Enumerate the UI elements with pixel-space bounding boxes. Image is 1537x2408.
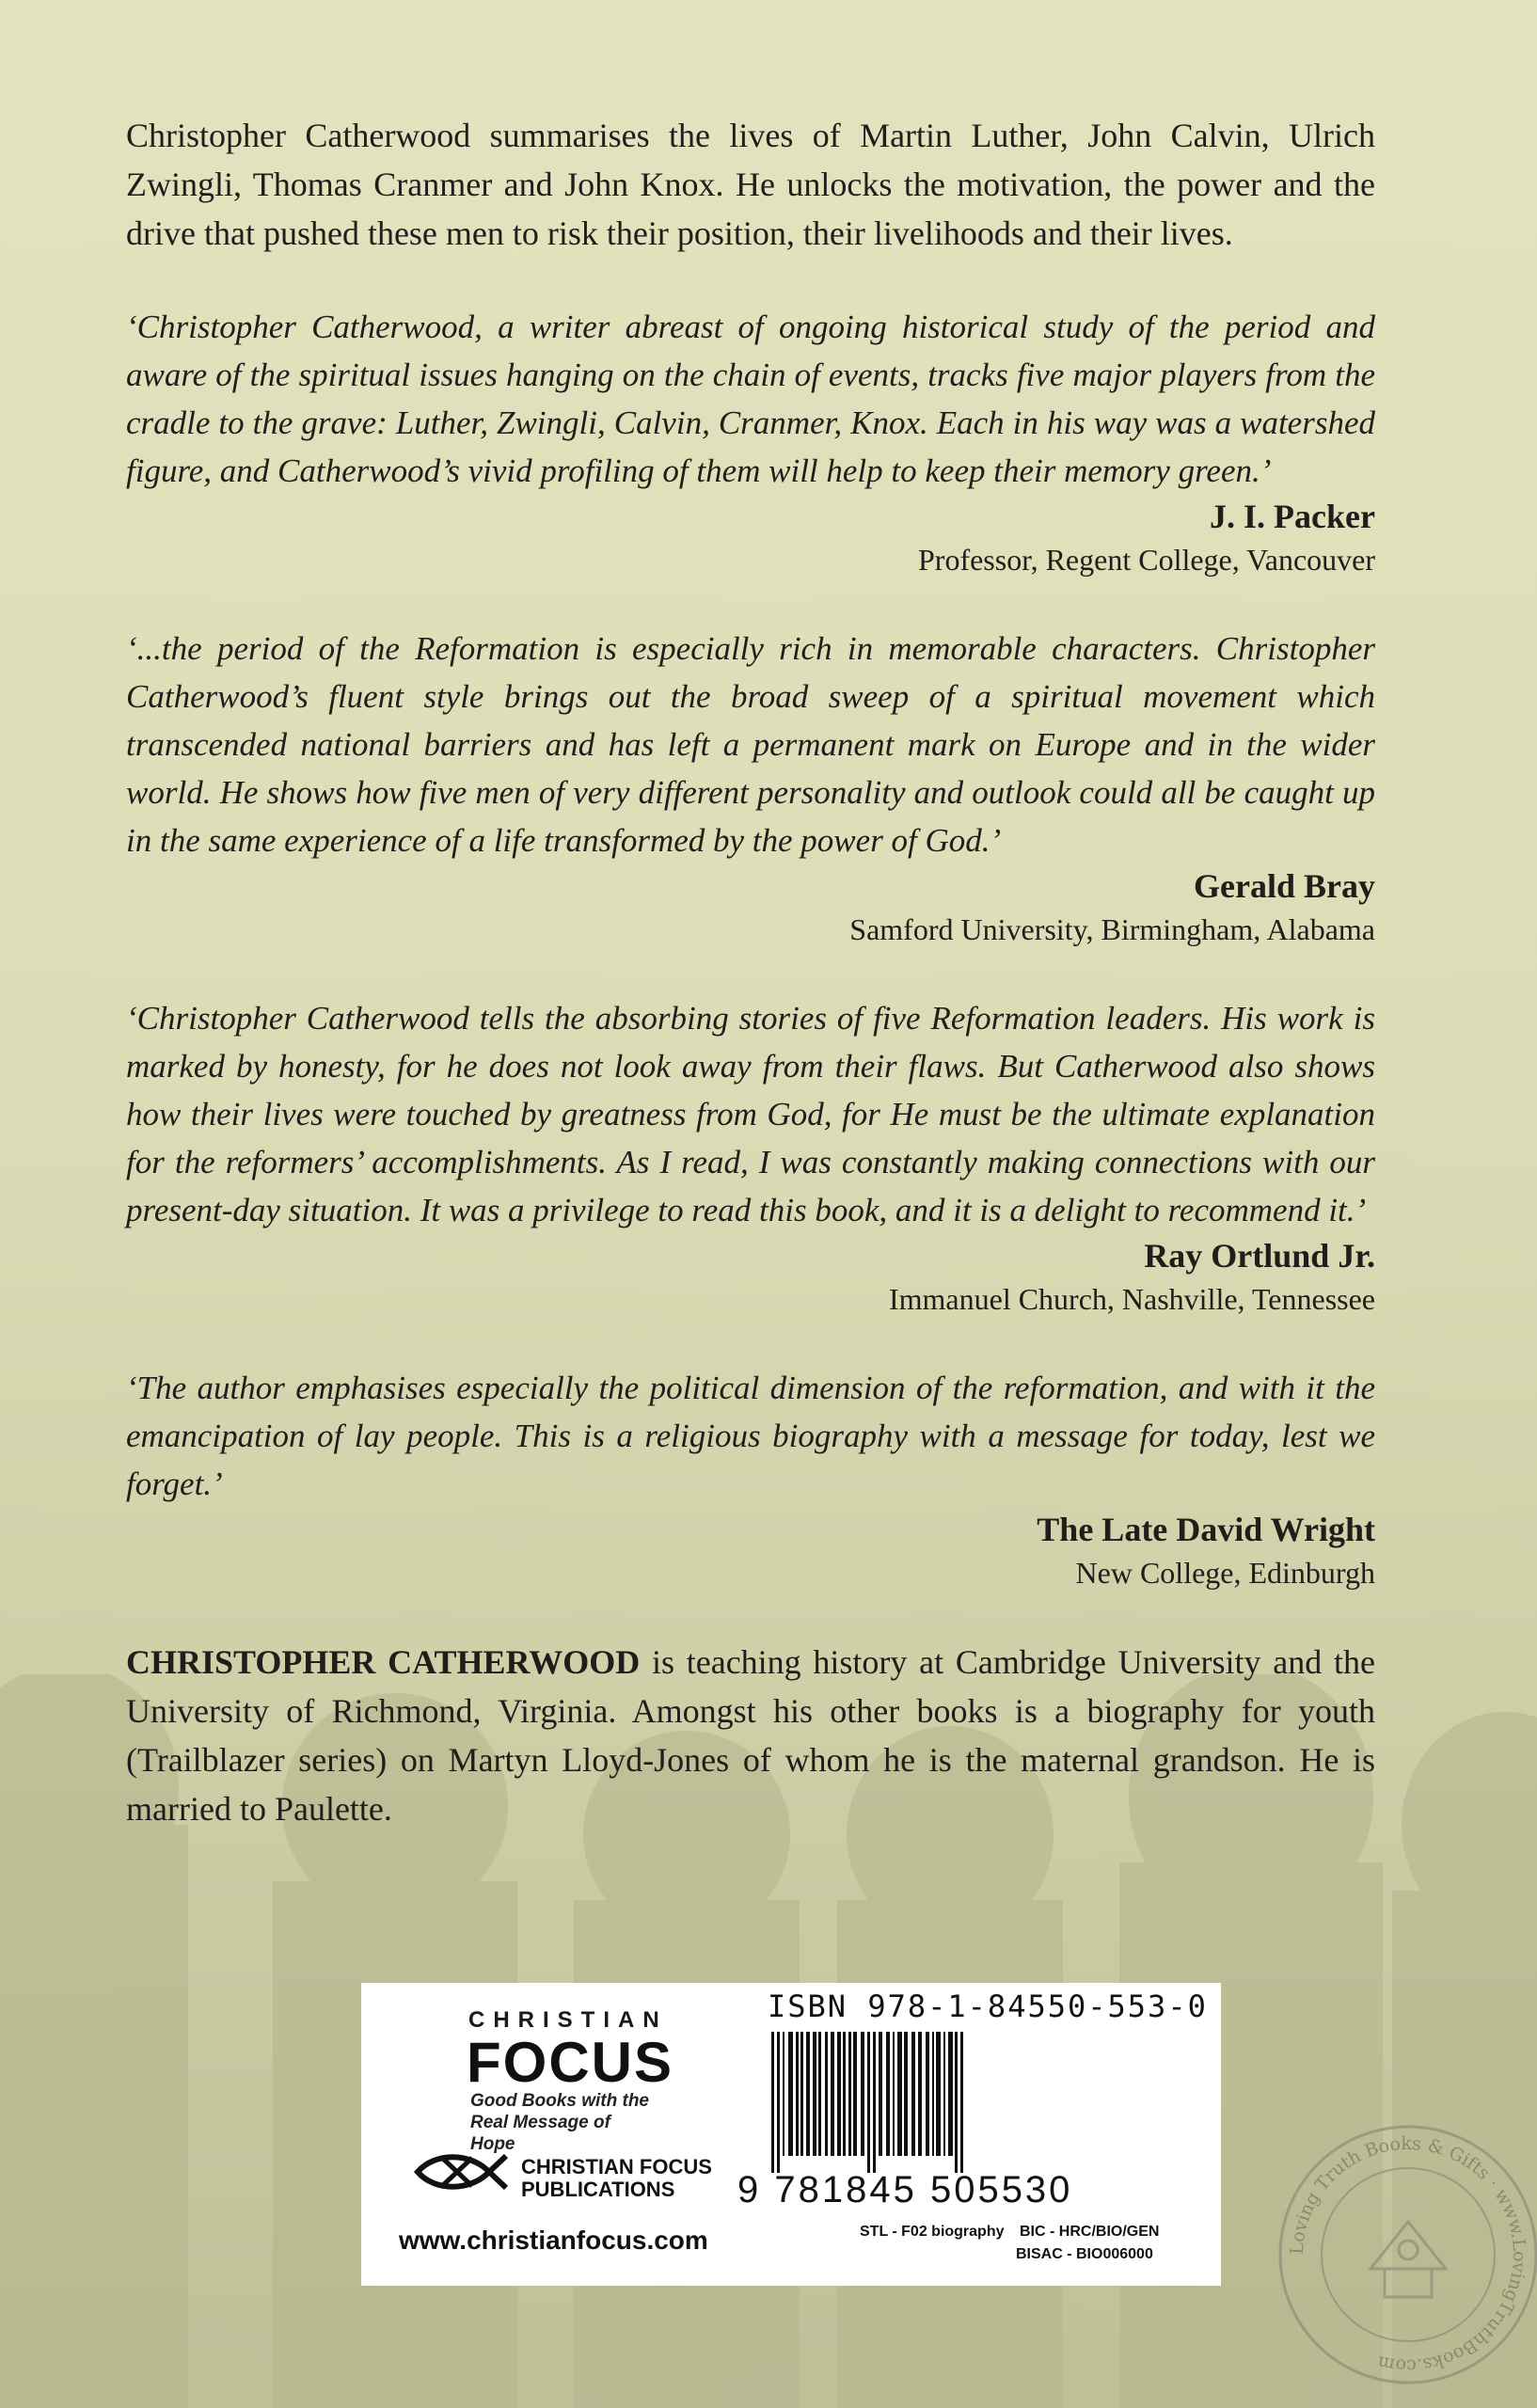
barcode-digits: 9 781845 505530	[737, 2169, 1073, 2210]
barcode-bar	[911, 2032, 915, 2156]
barcode-bar	[861, 2032, 864, 2156]
barcode-bar	[800, 2032, 803, 2156]
endorser-name: The Late David Wright	[1037, 1511, 1375, 1548]
endorser-name: Gerald Bray	[1194, 867, 1375, 905]
barcode-bar	[818, 2032, 821, 2156]
barcode-bar	[806, 2032, 810, 2156]
barcode-guard-bar	[960, 2032, 963, 2173]
intro-paragraph: Christopher Catherwood summarises the lives of Martin Luther, John Calvin, Ulrich Zwingli, Thomas Cranmer and John Knox. He unlocks the motivation, the power and the drive that pushed these men to risk their position, their livelihoods and their lives.	[126, 117, 1375, 252]
publisher-name-line1: CHRISTIAN FOCUS	[521, 2155, 712, 2178]
barcode-bar	[848, 2032, 851, 2156]
barcode-guard-bar	[873, 2032, 876, 2173]
barcode-bar	[918, 2032, 922, 2156]
barcode-bar	[796, 2032, 799, 2156]
barcode-bar	[948, 2032, 953, 2156]
barcode-bar	[943, 2032, 945, 2156]
barcode-bar	[843, 2032, 846, 2156]
barcode-bar	[813, 2032, 816, 2156]
endorser-role: New College, Edinburgh	[1075, 1556, 1375, 1590]
barcode-bar	[886, 2032, 890, 2156]
endorsement-quote: ‘The author emphasises especially the political dimension of the reformation, and with it the emancipation of lay people. This is a religious biography with a message for today, lest we forget.’	[126, 1370, 1375, 1502]
bic-code: BIC - HRC/BIO/GEN	[1020, 2224, 1160, 2240]
barcode-bar	[825, 2032, 828, 2156]
barcode-bar	[932, 2032, 934, 2156]
publisher-name-line2: PUBLICATIONS	[521, 2178, 675, 2201]
barcode-bar	[904, 2032, 908, 2156]
barcode-bar	[879, 2032, 882, 2156]
barcode-bar	[853, 2032, 857, 2156]
endorsement-packer	[126, 303, 1375, 581]
publisher-tagline: Good Books with the Real Message of Hope	[470, 2091, 649, 2154]
barcode-bar	[831, 2032, 834, 2156]
publisher-name	[521, 2156, 712, 2201]
endorsement-wright	[126, 1364, 1375, 1594]
author-name: CHRISTOPHER CATHERWOOD	[126, 1643, 641, 1681]
endorsement-quote: ‘Christopher Catherwood tells the absorbing stories of five Reformation leaders. His work is marked by honesty, for he does not look away from their flaws. But Catherwood also shows how their lives were touched by greatness from God, for He must be the ultimate explanation for the reformers’ accomplishments. As I read, I was constantly making connections with our present-day situation. It was a privilege to read this book, and it is a delight to recommend it.’	[126, 1000, 1375, 1228]
endorsement-ortlund	[126, 994, 1375, 1321]
bookstore-stamp	[1272, 2118, 1537, 2391]
barcode-bar	[926, 2032, 929, 2156]
fish-icon	[414, 2150, 508, 2194]
barcode-guard-bar	[771, 2032, 774, 2173]
barcode-bar	[897, 2032, 902, 2156]
publisher-barcode-label	[361, 1983, 1221, 2286]
barcode-guard-bar	[777, 2032, 780, 2173]
svg-text:Loving Truth Books & Gifts · w: Loving Truth Books & Gifts · www.LovingTruthBooks.com	[1286, 2132, 1530, 2377]
publisher-logo-christian: CHRISTIAN	[468, 2007, 668, 2033]
barcode-bar	[783, 2032, 784, 2156]
barcode-bar	[788, 2032, 793, 2156]
endorser-name: J. I. Packer	[1210, 498, 1375, 535]
author-bio-text: is teaching history at Cambridge University and the University of Richmond, Virginia. Amongst his other books is a biography for youth (Trailblazer series) on Martyn Lloyd-Jones of whom he is the maternal grandson. He is married to Paulette.	[126, 1643, 1375, 1828]
endorsement-bray	[126, 625, 1375, 951]
barcode-bar	[936, 2032, 941, 2156]
category-code: STL - F02 biography	[860, 2224, 1005, 2240]
endorsement-quote: ‘...the period of the Reformation is especially rich in memorable characters. Christopher Catherwood’s fluent style brings out the broad sweep of a spiritual movement which transcended national barriers and has left a permanent mark on Europe and in the wider world. He shows how five men of very different personality and outlook could all be caught up in the same experience of a life transformed by the power of God.’	[126, 630, 1375, 859]
barcode-guard-bar	[955, 2032, 958, 2173]
author-bio	[126, 1638, 1375, 1833]
publisher-logo-focus: FOCUS	[467, 2031, 673, 2094]
barcode-bar	[893, 2032, 895, 2156]
endorser-name: Ray Ortlund Jr.	[1144, 1237, 1375, 1275]
endorser-role: Samford University, Birmingham, Alabama	[849, 912, 1375, 946]
endorser-role: Immanuel Church, Nashville, Tennessee	[888, 1282, 1375, 1316]
barcode-bar	[837, 2032, 841, 2156]
endorser-role: Professor, Regent College, Vancouver	[917, 543, 1375, 577]
publisher-url: www.christianfocus.com	[399, 2226, 708, 2255]
barcode-guard-bar	[867, 2032, 870, 2173]
isbn-text: ISBN 978-1-84550-553-0	[768, 1988, 1208, 2024]
endorsement-quote: ‘Christopher Catherwood, a writer abreast of ongoing historical study of the period and aware of the spiritual issues hanging on the chain of events, tracks five major players from the cradle to the grave: Luther, Zwingli, Calvin, Cranmer, Knox. Each in his way was a watershed figure, and Catherwood’s vivid profiling of them will help to keep their memory green.’	[126, 309, 1375, 489]
bisac-code: BISAC - BIO006000	[1016, 2246, 1153, 2262]
back-cover-text	[126, 111, 1375, 1833]
barcode	[768, 2032, 1200, 2173]
